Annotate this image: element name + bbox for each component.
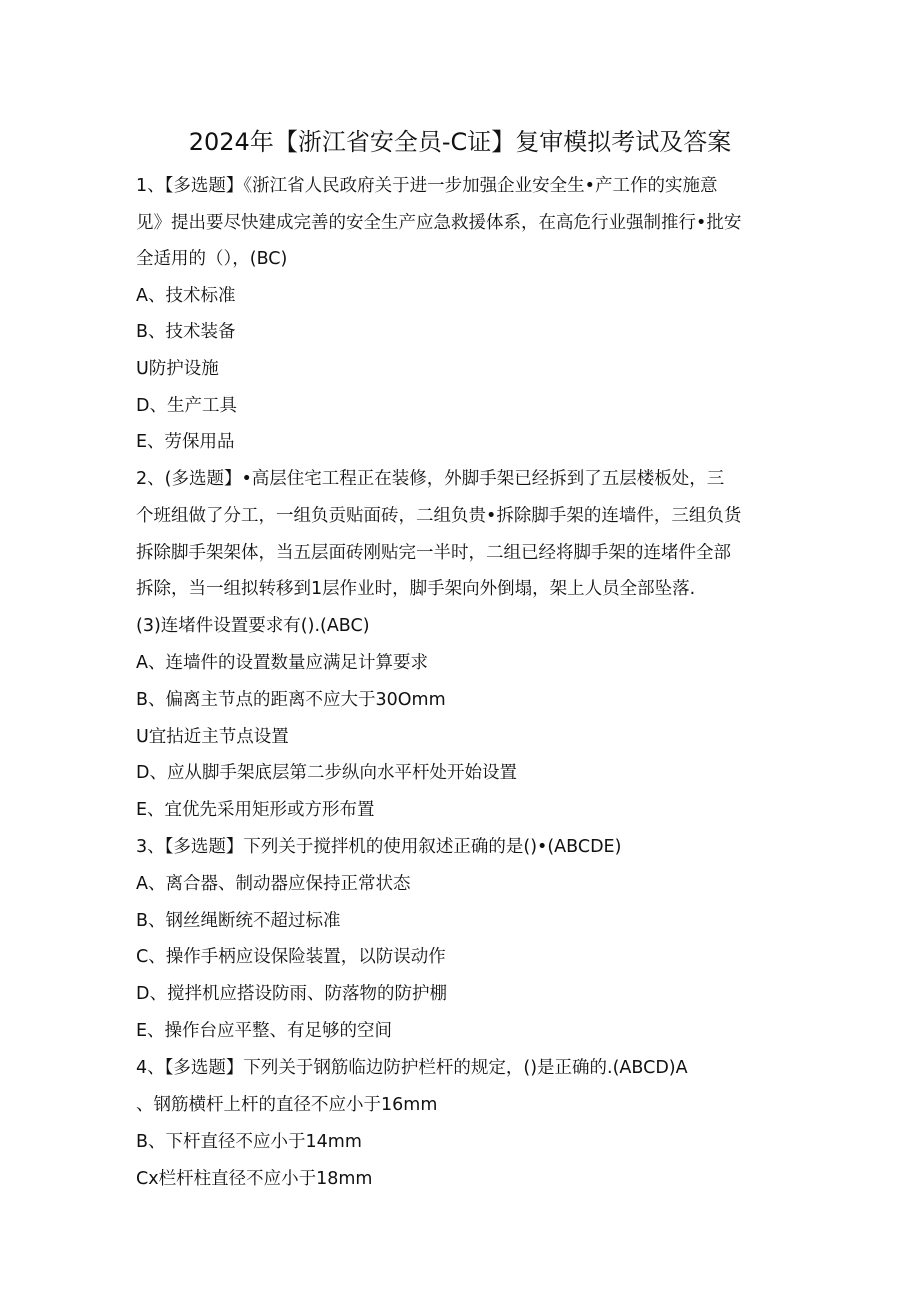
text-line: 、钢筋横杆上杆的直径不应小于16mm <box>136 1095 438 1115</box>
text-line: 4、【多选题】下列关于钢筋临边防护栏杆的规定，()是正确的.(ABCD)A <box>136 1058 688 1078</box>
text-line: C、操作手柄应设保险装置，以防误动作 <box>136 947 446 967</box>
text-line: 拆除，当一组拟转移到1层作业时，脚手架向外倒塌，架上人员全部坠落. <box>136 579 696 599</box>
text-line: B、下杆直径不应小于14mm <box>136 1132 362 1152</box>
text-line: A、离合器、制动器应保持正常状态 <box>136 874 411 894</box>
text-line: Cx栏杆柱直径不应小于18mm <box>136 1169 373 1189</box>
text-line: D、搅拌机应搭设防雨、防落物的防护棚 <box>136 984 447 1004</box>
text-line: E、劳保用品 <box>136 432 235 452</box>
text-line: E、宜优先采用矩形或方形布置 <box>136 800 375 820</box>
text-line: 1、【多选题】《浙江省人民政府关于进一步加强企业安全生•产工作的实施意 <box>136 176 718 196</box>
text-line: A、连墙件的设置数量应满足计算要求 <box>136 653 428 673</box>
text-line: U防护设施 <box>136 359 219 379</box>
text-line: U宜拈近主节点设置 <box>136 727 289 747</box>
text-line: 3、【多选题】下列关于搅拌机的使用叙述正确的是()•(ABCDE) <box>136 837 622 857</box>
text-line: 个班组做了分工，一组负贡贴面砖，二组负贵•拆除脚手架的连墙件，三组负货 <box>136 506 742 526</box>
text-line: B、钢丝绳断统不超过标准 <box>136 911 341 931</box>
text-line: 2、(多选题】•高层住宅工程正在装修，外脚手架已经拆到了五层楼板处，三 <box>136 469 725 489</box>
text-line: 拆除脚手架架体，当五层面砖刚贴完一半时，二组已经将脚手架的连堵件全部 <box>136 543 731 563</box>
text-line: B、偏离主节点的距离不应大于30Omm <box>136 690 446 710</box>
document-title: 2024年【浙江省安全员-C证】复审模拟考试及答案 <box>188 128 732 156</box>
text-line: E、操作台应平整、有足够的空间 <box>136 1021 393 1041</box>
text-line: D、生产工具 <box>136 396 237 416</box>
text-line: A、技术标准 <box>136 286 236 306</box>
text-line: D、应从脚手架底层第二步纵向水平杆处开始设置 <box>136 763 517 783</box>
text-line: B、技术装备 <box>136 322 236 342</box>
text-line: 全适用的（），(BC) <box>136 249 288 269</box>
text-line: 见》提出要尽快建成完善的安全生产应急救援体系，在高危行业强制推行•批安 <box>136 213 742 233</box>
text-line: (3)连堵件设置要求有().(ABC) <box>136 616 370 636</box>
